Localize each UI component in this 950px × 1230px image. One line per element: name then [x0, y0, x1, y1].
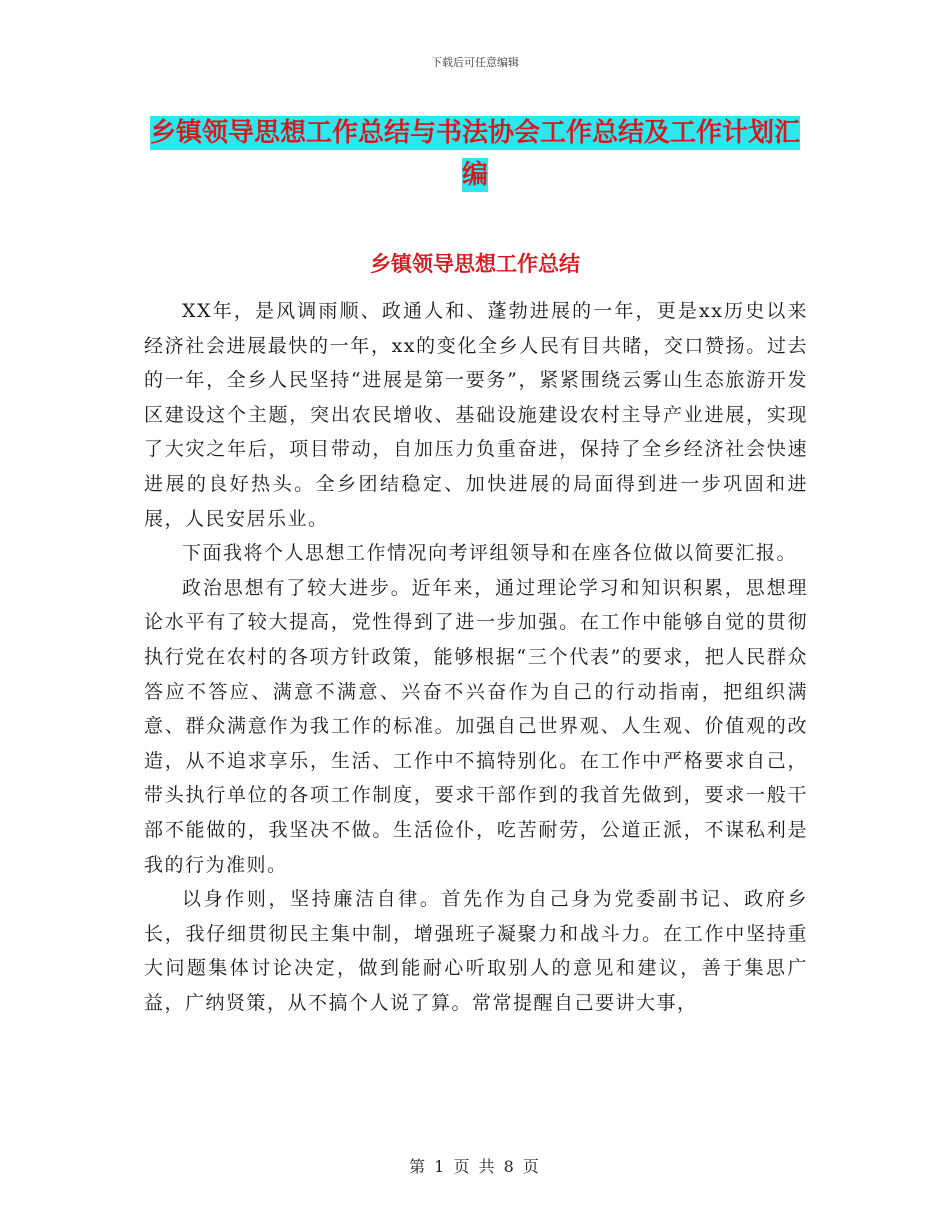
paragraph: 政治思想有了较大进步。近年来，通过理论学习和知识积累，思想理论水平有了较大提高，党性得到了进一步加强。在工作中能够自觉的贯彻执行党在农村的各项方针政策，能够根据“三个代表”的要求，把人民群众答应不答应、满意不满意、兴奋不兴奋作为自己的行动指南，把组织满意、群众满意作为我工作的标准。加强自己世界观、人生观、价值观的改造，从不追求享乐，生活、工作中不搞特别化。在工作中严格要求自己，带头执行单位的各项工作制度，要求干部作到的我首先做到，要求一般干部不能做的，我坚决不做。生活俭仆，吃苦耐劳，公道正派，不谋私利是我的行为准则。	[144, 576, 808, 876]
body-text	[144, 294, 808, 1020]
page-footer: 第 1 页 共 8 页	[409, 1157, 541, 1176]
paragraph: 下面我将个人思想工作情况向考评组领导和在座各位做以简要汇报。	[182, 542, 798, 565]
header-note: 下载后可任意编辑	[431, 56, 519, 69]
document-title	[140, 112, 810, 196]
section-title: 乡镇领导思想工作总结	[370, 252, 580, 276]
paragraph: 以身作则，坚持廉洁自律。首先作为自己身为党委副书记、政府乡长，我仔细贯彻民主集中制，增强班子凝聚力和战斗力。在工作中坚持重大问题集体讨论决定，做到能耐心听取别人的意见和建议，善于集思广益，广纳贤策，从不搞个人说了算。常常提醒自己要讲大事，	[144, 888, 808, 1014]
document-title-text: 乡镇领导思想工作总结与书法协会工作总结及工作计划汇编	[149, 118, 800, 190]
paragraph: XX年，是风调雨顺、政通人和、蓬勃进展的一年，更是xx历史以来经济社会进展最快的一年，xx的变化全乡人民有目共睹，交口赞扬。过去的一年，全乡人民坚持“进展是第一要务”，紧紧围绕云雾山生态旅游开发区建设这个主题，突出农民增收、基础设施建设农村主导产业进展，实现了大灾之年后，项目带动，自加压力负重奋进，保持了全乡经济社会快速进展的良好热头。全乡团结稳定、加快进展的局面得到进一步巩固和进展，人民安居乐业。	[144, 300, 808, 530]
